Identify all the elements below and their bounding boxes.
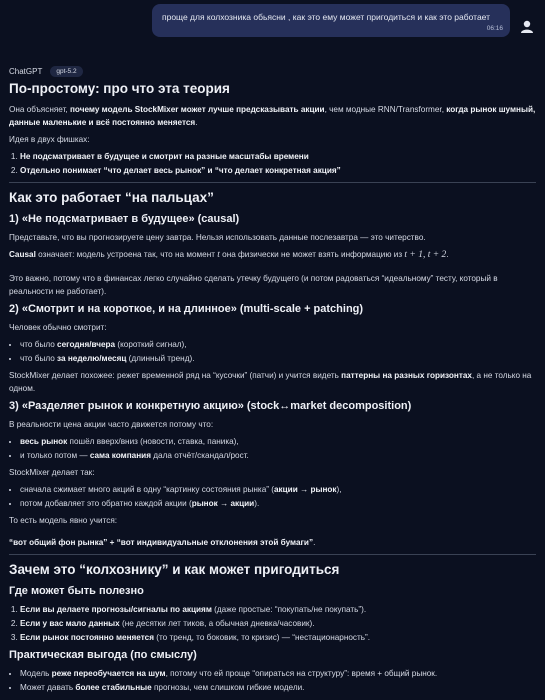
- list-item: • Может давать более стабильные прогнозы, чем слишком гибкие модели.: [20, 681, 536, 694]
- subsection-title-practical: Практическая выгода (по смыслу): [9, 649, 197, 661]
- message-timestamp: 06:16: [486, 25, 503, 32]
- user-message-text: проще для колхозника обьясни , как это ему может пригодиться и как это работает: [162, 12, 491, 22]
- list-item: • весь рынок пошёл вверх/вниз (новости, ставка, паника),: [20, 435, 536, 448]
- list-item: • сначала сжимает много акций в одну “картинку состояния рынка” (акции → рынок),: [20, 483, 536, 496]
- assistant-name: ChatGPT: [9, 67, 43, 76]
- ideas-list: [9, 150, 536, 177]
- two-ideas-text: Идея в двух фишках:: [9, 135, 90, 144]
- paragraph: Представьте, что вы прогнозируете цену завтра. Нельзя использовать данные послезавтра — это читерство.: [9, 233, 426, 242]
- paragraph: Человек обычно смотрит:: [9, 323, 107, 332]
- benefits-list: [9, 667, 536, 694]
- subsection-title-decomposition: 3) «Разделяет рынок и конкретную акцию» (stock↔market decomposition): [9, 400, 412, 412]
- subsection-title-causal: 1) «Не подсматривает в будущее» (causal): [9, 213, 240, 225]
- user-message-bubble: [152, 4, 510, 37]
- list-item: • что было сегодня/вчера (короткий сигнал),: [20, 338, 536, 351]
- paragraph: То есть модель явно учится:: [9, 516, 118, 525]
- section-title-simple: По-простому: про что эта теория: [9, 81, 230, 96]
- paragraph: Это важно, потому что в финансах легко случайно сделать утечку будущего (и потом радоваться “идеальному” тесту, который в реальности не работает).: [9, 274, 498, 296]
- intro-paragraph: Она объясняет, почему модель StockMixer может лучше предсказывать акции, чем модные RNN/Transformer, когда рынок шумный, данные маленькие и всё постоянно меняется.: [9, 105, 536, 127]
- model-badge: gpt-5.2: [50, 66, 82, 77]
- list-item: • Модель реже переобучается на шум, потому что ей проще “опираться на структуру”: время + общий рынок.: [20, 667, 536, 680]
- list-item: 2. Отдельно понимает “что делает весь рынок” и “что делает конкретная акция”: [20, 164, 536, 177]
- list-item: • потом добавляет это обратно каждой акции (рынок → акции).: [20, 497, 536, 510]
- section-title-how: Как это работает “на пальцах”: [9, 190, 214, 205]
- user-avatar-icon[interactable]: [518, 18, 536, 36]
- useful-list: [9, 603, 536, 644]
- paragraph: StockMixer делает похожее: режет временной ряд на “кусочки” (патчи) и учится видеть паттерны на разных горизонтах, а не только на одном.: [9, 371, 532, 393]
- paragraph: StockMixer делает так:: [9, 468, 95, 477]
- divider: [9, 554, 536, 555]
- divider: [9, 182, 536, 183]
- list-item: • что было за неделю/месяц (длинный тренд).: [20, 352, 536, 365]
- key-takeaway: “вот общий фон рынка” + “вот индивидуальные отклонения этой бумаги”.: [9, 538, 316, 547]
- list-item: • и только потом — сама компания дала отчёт/скандал/рост.: [20, 449, 536, 462]
- assistant-answer: [9, 80, 536, 698]
- causal-definition: Causal означает: модель устроена так, что на момент t она физически не может взять информацию из t + 1, t + 2.: [9, 250, 449, 260]
- list-item: 1. Не подсматривает в будущее и смотрит на разные масштабы времени: [20, 150, 536, 163]
- list-item: 2. Если у вас мало данных (не десятки лет тиков, а обычная дневка/часовик).: [20, 617, 536, 630]
- subsection-title-useful: Где может быть полезно: [9, 585, 144, 597]
- list-item: 3. Если рынок постоянно меняется (то тренд, то боковик, то кризис) — “нестационарность”.: [20, 631, 536, 644]
- assistant-header: [9, 66, 83, 77]
- stockmixer-steps-list: [9, 483, 536, 510]
- list-item: 1. Если вы делаете прогнозы/сигналы по акциям (даже простые: “покупать/не покупать”).: [20, 603, 536, 616]
- price-drivers-list: [9, 435, 536, 462]
- paragraph: В реальности цена акции часто движется потому что:: [9, 420, 214, 429]
- subsection-title-multiscale: 2) «Смотрит и на короткое, и на длинное» (multi-scale + patching): [9, 303, 364, 315]
- section-title-why: Зачем это “колхознику” и как может пригодиться: [9, 562, 340, 577]
- timescale-list: [9, 338, 536, 365]
